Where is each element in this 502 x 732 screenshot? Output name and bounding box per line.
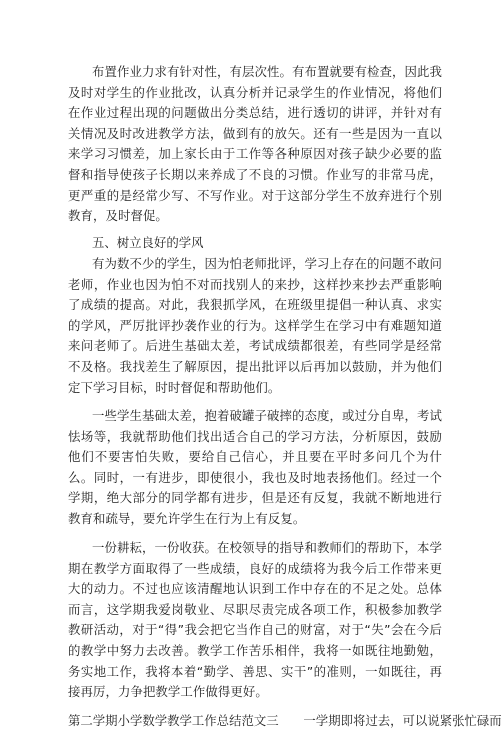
- paragraph-summary: 一份耕耘，一份收获。在校领导的指导和教师们的帮助下，本学期在教学方面取得了一些成绩，良好的成绩将为我今后工作带来更大的动力。不过也应该清醒地认识到工作中存在的不足之处。总体而言，这学期我爱岗敬业、尽职尽责完成各项工作，积极参加教学教研活动，对于“得”我会把它当作自己的财富，对于“失”会在今后的教学中努力去改善。教学工作苦乐相伴，我将一如既往地勤勉，务实地工作，我将本着“勤学、善思、实干”的准则，一如既往，再接再厉，力争把教学工作做得更好。: [68, 540, 442, 700]
- paragraph-homework: 布置作业力求有针对性，有层次性。有布置就要有检查，因此我及时对学生的作业批改，认真分析并记录学生的作业情况，将他们在作业过程出现的问题做出分类总结，进行透切的讲评，并针对有关情况及时改进教学方法，做到有的放矢。还有一些是因为一直以来学习习惯差，加上家长由于工作等各种原因对孩子缺少必要的监督和指导使孩子长期以来养成了不良的习惯。作业写的非常马虎，更严重的是经常少写、不写作业。对于这部分学生不放弃进行个别教育，及时督促。: [68, 64, 442, 224]
- next-section-title-line: 第二学期小学数学教学工作总结范文三 一学期即将过去，可以说紧张忙碌而: [68, 713, 502, 728]
- paragraph-study-style: 有为数不少的学生，因为怕老师批评，学习上存在的问题不敢问老师，作业也因为怕不对而找别人的来抄，这样抄来抄去严重影响了成绩的提高。对此，我狠抓学风，在班级里提倡一种认真、求实的学风，严厉批评抄袭作业的行为。这样学生在学习中有难题知道来问老师了。后进生基础太差，考试成绩都很差，有些同学是经常不及格。我找差生了解原因，提出批评以后再加以鼓励，并为他们定下学习目标，时时督促和帮助他们。: [68, 256, 442, 395]
- section-heading-study-style: 五、树立良好的学风: [92, 235, 204, 250]
- paragraph-weak-students: 一些学生基础太差，抱着破罐子破摔的态度，或过分自卑，考试怯场等，我就帮助他们找出适合自己的学习方法，分析原因，鼓励他们不要害怕失败，要给自己信心，并且要在平时多问几个为什么。同时，一有进步，即使很小，我也及时地表扬他们。经过一个学期，绝大部分的同学都有进步，但是还有反复，我就不断地进行教育和疏导，要允许学生在行为上有反复。: [68, 408, 442, 526]
